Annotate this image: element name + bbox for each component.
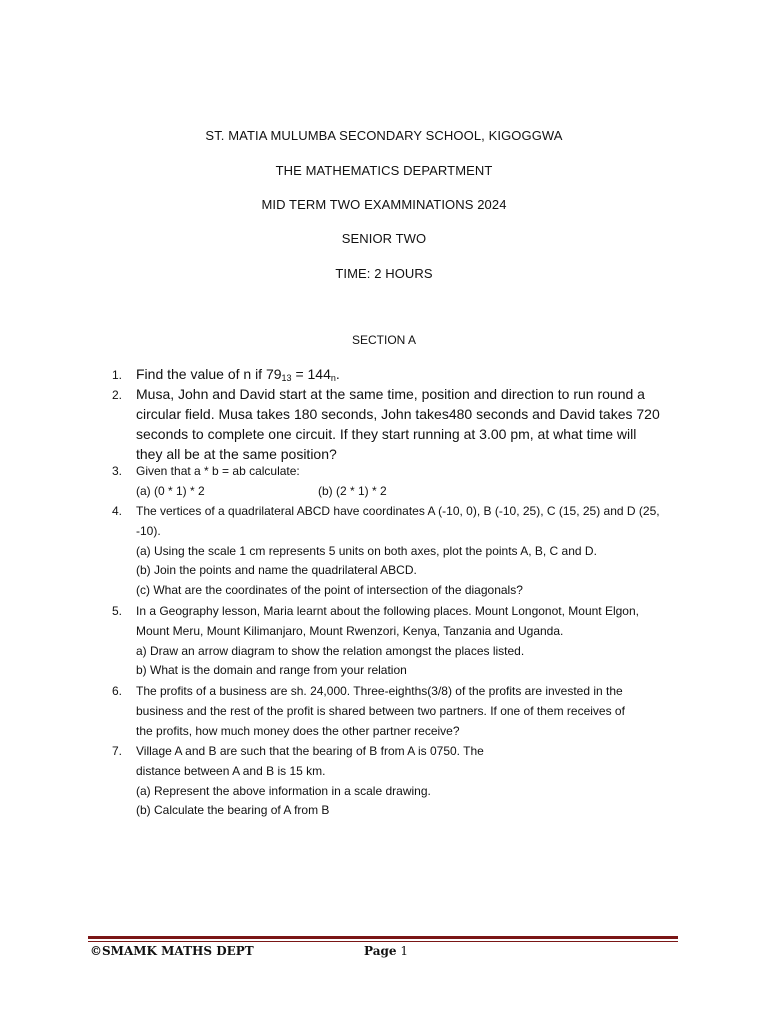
footer-copyright: ©SMAMK MATHS DEPT bbox=[90, 944, 254, 958]
question-line: (b) Join the points and name the quadrilateral ABCD. bbox=[136, 563, 417, 578]
department-name: THE MATHEMATICS DEPARTMENT bbox=[275, 163, 493, 178]
question-line: (a) Represent the above information in a scale drawing. bbox=[136, 783, 431, 798]
question-line: (c) What are the coordinates of the point of intersection of the diagonals? bbox=[136, 583, 523, 598]
page-number bbox=[364, 944, 408, 958]
question-line: circular field. Musa takes 180 seconds, John takes480 seconds and David takes 720 bbox=[136, 406, 660, 422]
question-number: 2. bbox=[112, 388, 123, 402]
question-line: seconds to complete one circuit. If they start running at 3.00 pm, at what time will bbox=[136, 426, 637, 442]
question-line: distance between A and B is 15 km. bbox=[136, 763, 326, 778]
footer-divider-thick bbox=[88, 936, 678, 939]
question-number: 5. bbox=[112, 604, 123, 618]
question-line: a) Draw an arrow diagram to show the relation amongst the places listed. bbox=[136, 643, 525, 658]
question-number: 7. bbox=[112, 744, 123, 758]
question-line: (a) Using the scale 1 cm represents 5 units on both axes, plot the points A, B, C and D. bbox=[136, 543, 597, 558]
question-line: the profits, how much money does the other partner receive? bbox=[136, 723, 460, 738]
question-line: The vertices of a quadrilateral ABCD have coordinates A (-10, 0), B (-10, 25), C (15, 25) and D (25, bbox=[136, 504, 660, 518]
question-line: -10). bbox=[136, 523, 161, 538]
question-line: business and the rest of the profit is shared between two partners. If one of them receives of bbox=[136, 703, 625, 718]
question-line: Musa, John and David start at the same time, position and direction to run round a bbox=[136, 386, 645, 402]
question-number: 6. bbox=[112, 684, 123, 698]
section-title: SECTION A bbox=[351, 333, 416, 347]
part-a: (a) (0 * 1) * 2 bbox=[136, 483, 205, 498]
question-number: 4. bbox=[112, 504, 123, 518]
exam-title: MID TERM TWO EXAMMINATIONS 2024 bbox=[261, 197, 507, 212]
question-number: 3. bbox=[112, 464, 123, 478]
question-line: Mount Meru, Mount Kilimanjaro, Mount Rwenzori, Kenya, Tanzania and Uganda. bbox=[136, 623, 564, 638]
question-line: Village A and B are such that the bearing of B from A is 0750. The bbox=[136, 744, 484, 758]
question-line: Given that a * b = ab calculate: bbox=[136, 464, 300, 478]
question-number: 1. bbox=[112, 368, 123, 382]
page-label: Page bbox=[364, 944, 397, 958]
question-line: In a Geography lesson, Maria learnt about the following places. Mount Longonot, Mount Elgon, bbox=[136, 604, 639, 618]
footer-divider-thin bbox=[88, 941, 678, 942]
question-text: Find the value of n if $79_{13} = 144_n$. bbox=[136, 366, 340, 383]
question-line: they all be at the same position? bbox=[136, 446, 337, 462]
page-number-value: 1 bbox=[400, 944, 408, 958]
question-line: The profits of a business are sh. 24,000. Three-eighths(3/8) of the profits are invested in the bbox=[136, 684, 623, 698]
question-parts bbox=[136, 482, 684, 502]
part-b: (b) (2 * 1) * 2 bbox=[318, 483, 387, 498]
question-line: b) What is the domain and range from your relation bbox=[136, 663, 407, 678]
exam-time: TIME: 2 HOURS bbox=[335, 266, 433, 281]
class-name: SENIOR TWO bbox=[341, 231, 427, 246]
school-name: ST. MATIA MULUMBA SECONDARY SCHOOL, KIGOGGWA bbox=[205, 128, 563, 143]
question-line: (b) Calculate the bearing of A from B bbox=[136, 803, 330, 818]
